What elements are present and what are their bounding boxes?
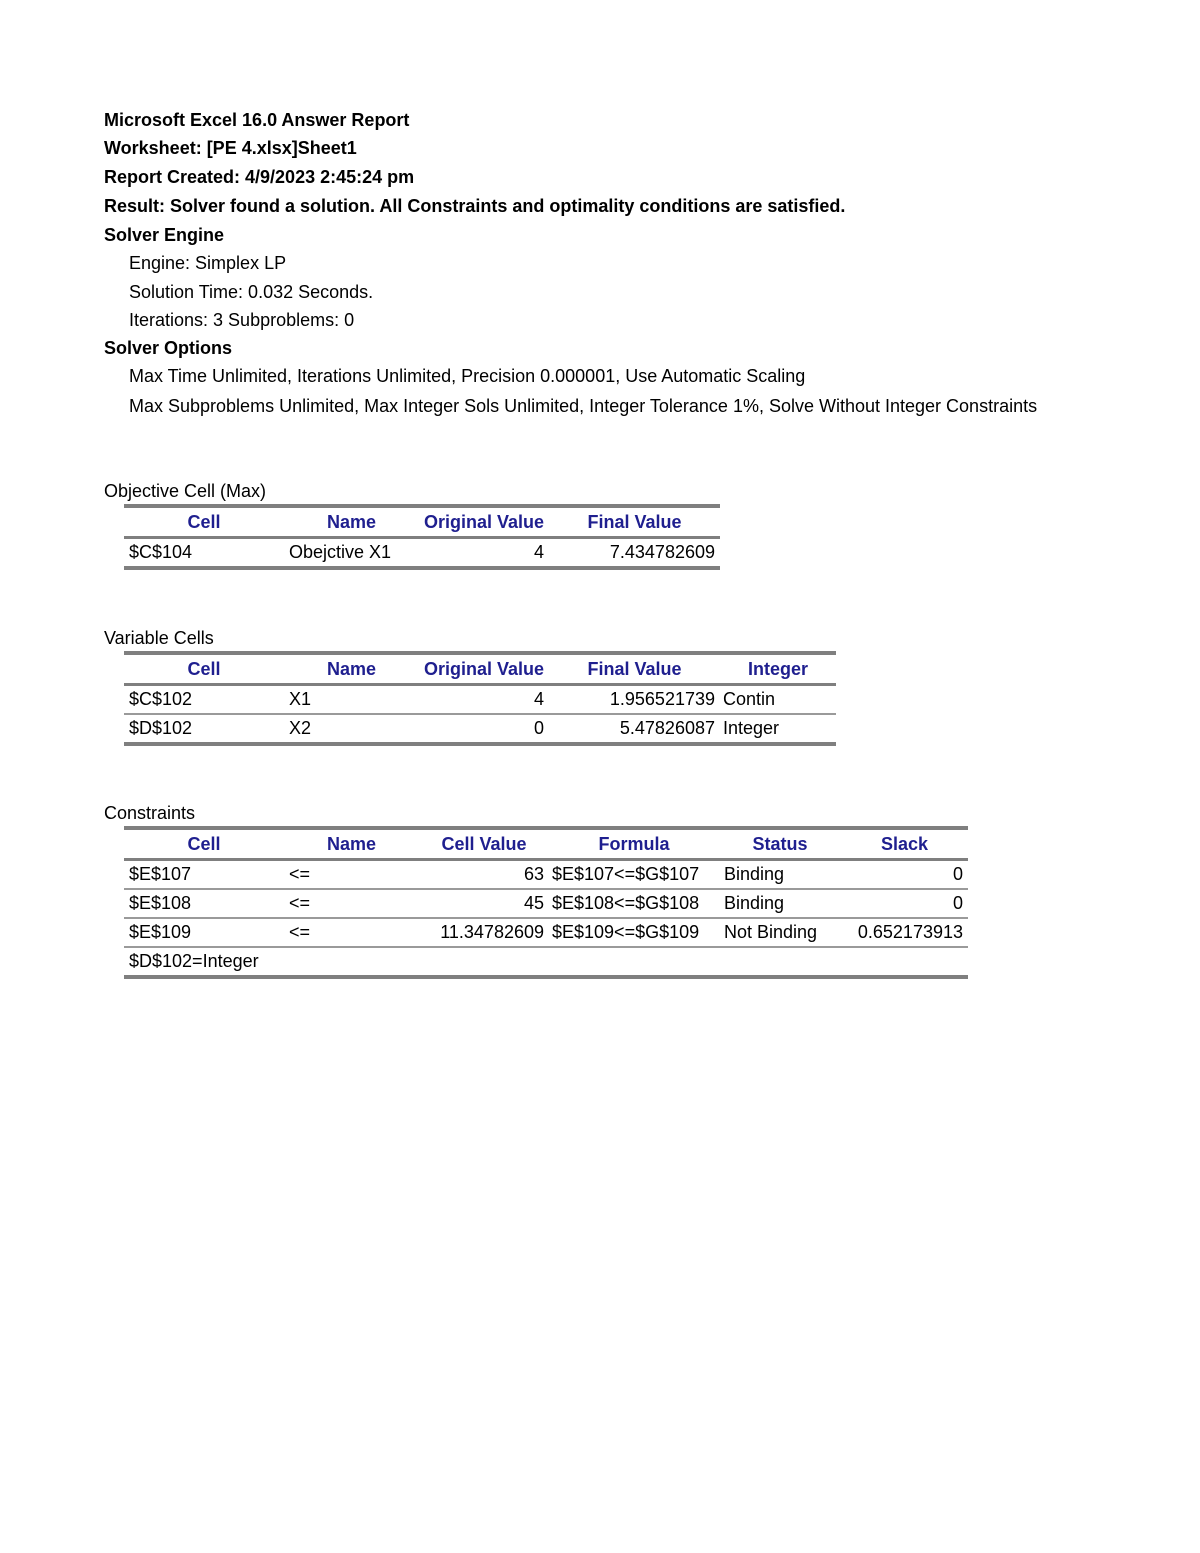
col-header-cell: Cell: [124, 506, 284, 538]
col-header-cell-value: Cell Value: [419, 828, 549, 860]
engine-line: Engine: Simplex LP: [129, 253, 287, 273]
cell-name: X2: [284, 714, 419, 744]
col-header-name: Name: [284, 506, 419, 538]
original-value: 4: [419, 685, 549, 715]
cell-name: X1: [284, 685, 419, 715]
cell-name: Obejctive X1: [284, 538, 419, 569]
col-header-name: Name: [284, 653, 419, 685]
original-value: 4: [419, 538, 549, 569]
integer-constraint: $D$102=Integer: [124, 947, 968, 977]
col-header-name: Name: [284, 828, 419, 860]
table-row: [124, 860, 968, 890]
constraints-section-title: Constraints: [104, 803, 196, 823]
table-header-row: [124, 506, 720, 538]
objective-table: [124, 504, 720, 570]
table-header-row: [124, 828, 968, 860]
cell-name: <=: [284, 918, 419, 947]
integer-type: Contin: [720, 685, 836, 715]
col-header-cell: Cell: [124, 828, 284, 860]
cell-ref: $E$108: [124, 889, 284, 918]
col-header-final-value: Final Value: [549, 506, 720, 538]
options-line-1: Max Time Unlimited, Iterations Unlimited, Precision 0.000001, Use Automatic Scaling: [129, 366, 806, 386]
solver-options-heading: Solver Options: [104, 338, 233, 358]
iterations-line: Iterations: 3 Subproblems: 0: [129, 310, 355, 330]
result-line: Result: Solver found a solution. All Constraints and optimality conditions are satisfied.: [104, 196, 846, 216]
col-header-original-value: Original Value: [419, 653, 549, 685]
final-value: 7.434782609: [549, 538, 720, 569]
report-title: Microsoft Excel 16.0 Answer Report: [104, 110, 410, 130]
cell-ref: $E$109: [124, 918, 284, 947]
status: Binding: [719, 889, 841, 918]
col-header-slack: Slack: [841, 828, 968, 860]
cell-value: 11.34782609: [419, 918, 549, 947]
variables-table: [124, 651, 836, 746]
status: Binding: [719, 860, 841, 890]
table-row: [124, 947, 968, 977]
formula: $E$109<=$G$109: [549, 918, 719, 947]
cell-value: 63: [419, 860, 549, 890]
variables-section-title: Variable Cells: [104, 628, 214, 648]
solver-engine-heading: Solver Engine: [104, 225, 225, 245]
final-value: 1.956521739: [549, 685, 720, 715]
table-row: [124, 538, 720, 569]
col-header-cell: Cell: [124, 653, 284, 685]
slack: 0: [841, 889, 968, 918]
integer-type: Integer: [720, 714, 836, 744]
table-row: [124, 918, 968, 947]
table-header-row: [124, 653, 836, 685]
worksheet-line: Worksheet: [PE 4.xlsx]Sheet1: [104, 138, 357, 158]
constraints-table: [124, 826, 968, 979]
report-created-line: Report Created: 4/9/2023 2:45:24 pm: [104, 167, 415, 187]
table-row: [124, 714, 836, 744]
col-header-formula: Formula: [549, 828, 719, 860]
cell-name: <=: [284, 889, 419, 918]
status: Not Binding: [719, 918, 841, 947]
options-line-2: Max Subproblems Unlimited, Max Integer Sols Unlimited, Integer Tolerance 1%, Solve Without Integer Constraints: [129, 396, 1038, 416]
final-value: 5.47826087: [549, 714, 720, 744]
col-header-final-value: Final Value: [549, 653, 720, 685]
solution-time-line: Solution Time: 0.032 Seconds.: [129, 282, 374, 302]
cell-name: <=: [284, 860, 419, 890]
cell-ref: $C$104: [124, 538, 284, 569]
formula: $E$108<=$G$108: [549, 889, 719, 918]
cell-value: 45: [419, 889, 549, 918]
table-row: [124, 889, 968, 918]
col-header-status: Status: [719, 828, 841, 860]
cell-ref: $D$102: [124, 714, 284, 744]
objective-section-title: Objective Cell (Max): [104, 481, 267, 501]
cell-ref: $C$102: [124, 685, 284, 715]
col-header-integer: Integer: [720, 653, 836, 685]
original-value: 0: [419, 714, 549, 744]
formula: $E$107<=$G$107: [549, 860, 719, 890]
col-header-original-value: Original Value: [419, 506, 549, 538]
slack: 0.652173913: [841, 918, 968, 947]
slack: 0: [841, 860, 968, 890]
cell-ref: $E$107: [124, 860, 284, 890]
table-row: [124, 685, 836, 715]
